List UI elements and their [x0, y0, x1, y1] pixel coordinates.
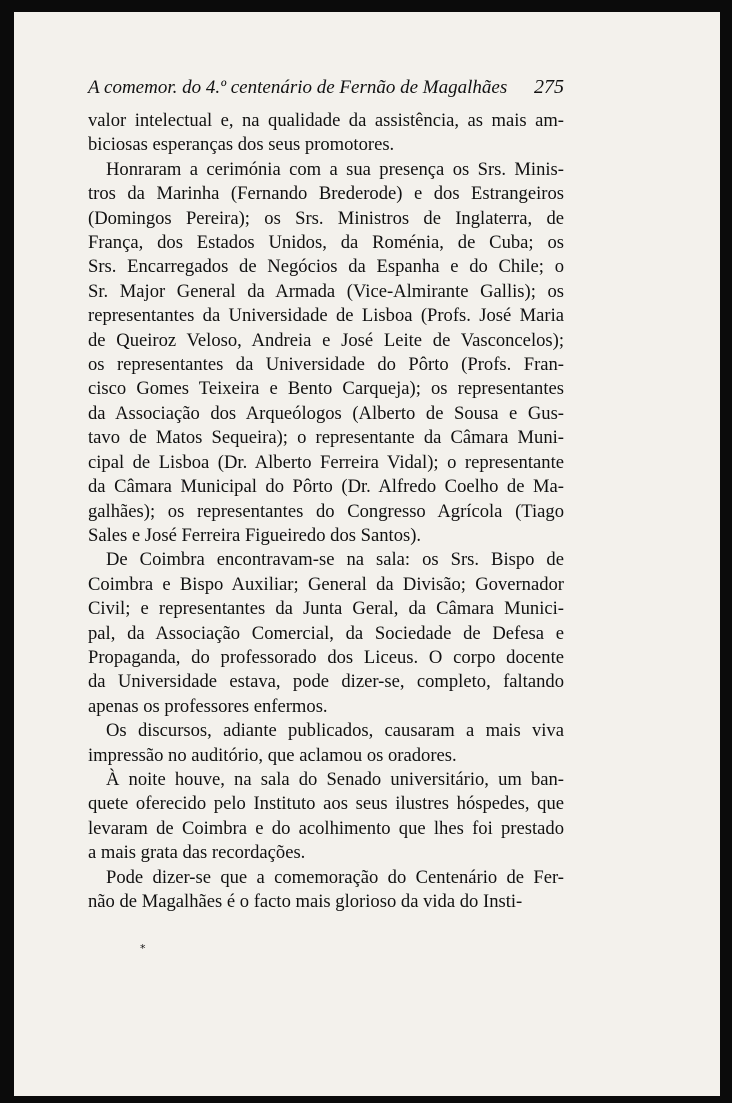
text-line: de Queiroz Veloso, Andreia e José Leite de Vasconcelos);	[88, 329, 564, 351]
printer-mark: *	[140, 942, 146, 955]
text-line: apenas os professores enfermos.	[88, 695, 328, 717]
text-line: da Associação dos Arqueólogos (Alberto de Sousa e Gus-	[88, 402, 564, 424]
text-line: De Coimbra encontravam-se na sala: os Srs. Bispo de	[106, 549, 564, 571]
text-line: À noite houve, na sala do Senado universitário, um ban-	[106, 768, 564, 790]
text-line: Sales e José Ferreira Figueiredo dos Santos).	[88, 524, 422, 546]
running-title: A comemor. do 4.º centenário de Fernão de Magalhães	[88, 77, 508, 98]
text-line: tavo de Matos Sequeira); o representante da Câmara Muni-	[88, 427, 564, 449]
text-line: da Câmara Municipal do Pôrto (Dr. Alfredo Coelho de Ma-	[88, 476, 564, 498]
text-line: representantes da Universidade de Lisboa (Profs. José Maria	[88, 305, 564, 327]
paragraph	[88, 109, 564, 158]
page-number: 275	[534, 76, 564, 98]
text-line: Srs. Encarregados de Negócios da Espanha e do Chile; o	[88, 256, 564, 278]
text-line: biciosas esperanças dos seus promotores.	[88, 134, 395, 156]
text-line: os representantes da Universidade do Pôrto (Profs. Fran-	[88, 354, 564, 376]
text-line: da Universidade estava, pode dizer-se, completo, faltando	[88, 671, 564, 693]
text-line: cisco Gomes Teixeira e Bento Carqueja); os representantes	[88, 378, 564, 400]
text-line: valor intelectual e, na qualidade da assistência, as mais am-	[88, 110, 564, 131]
paragraph	[88, 548, 564, 719]
text-line: levaram de Coimbra e do acolhimento que lhes foi prestado	[88, 817, 564, 839]
text-line: não de Magalhães é o facto mais glorioso da vida do Insti-	[88, 891, 523, 912]
paragraph	[88, 158, 564, 549]
text-line: Civil; e representantes da Junta Geral, da Câmara Munici-	[88, 598, 564, 620]
paragraph	[88, 768, 564, 866]
text-line: (Domingos Pereira); os Srs. Ministros de Inglaterra, de	[88, 207, 564, 229]
text-line: a mais grata das recordações.	[88, 842, 306, 864]
text-line: Coimbra e Bispo Auxiliar; General da Divisão; Governador	[88, 573, 564, 595]
text-line: pal, da Associação Comercial, da Sociedade de Defesa e	[88, 622, 564, 644]
text-line: tros da Marinha (Fernando Brederode) e dos Estrangeiros	[88, 183, 564, 205]
text-line: impressão no auditório, que aclamou os oradores.	[88, 744, 457, 766]
book-page	[88, 76, 564, 914]
paragraph	[88, 866, 564, 915]
text-line: galhães); os representantes do Congresso Agrícola (Tiago	[88, 500, 564, 522]
text-line: quete oferecido pelo Instituto aos seus ilustres hóspedes, que	[88, 793, 564, 815]
text-line: Honraram a cerimónia com a sua presença os Srs. Minis-	[106, 158, 564, 180]
paragraph	[88, 719, 564, 768]
text-line: Pode dizer-se que a comemoração do Centenário de Fer-	[106, 866, 564, 888]
text-line: França, dos Estados Unidos, da Roménia, de Cuba; os	[88, 232, 564, 254]
text-line: Propaganda, do professorado dos Liceus. O corpo docente	[88, 646, 564, 668]
text-line: Sr. Major General da Armada (Vice-Almirante Gallis); os	[88, 280, 564, 302]
text-line: Os discursos, adiante publicados, causaram a mais viva	[106, 720, 564, 742]
text-line: cipal de Lisboa (Dr. Alberto Ferreira Vidal); o representante	[88, 451, 564, 473]
page-body	[88, 109, 564, 914]
running-header	[88, 76, 564, 99]
